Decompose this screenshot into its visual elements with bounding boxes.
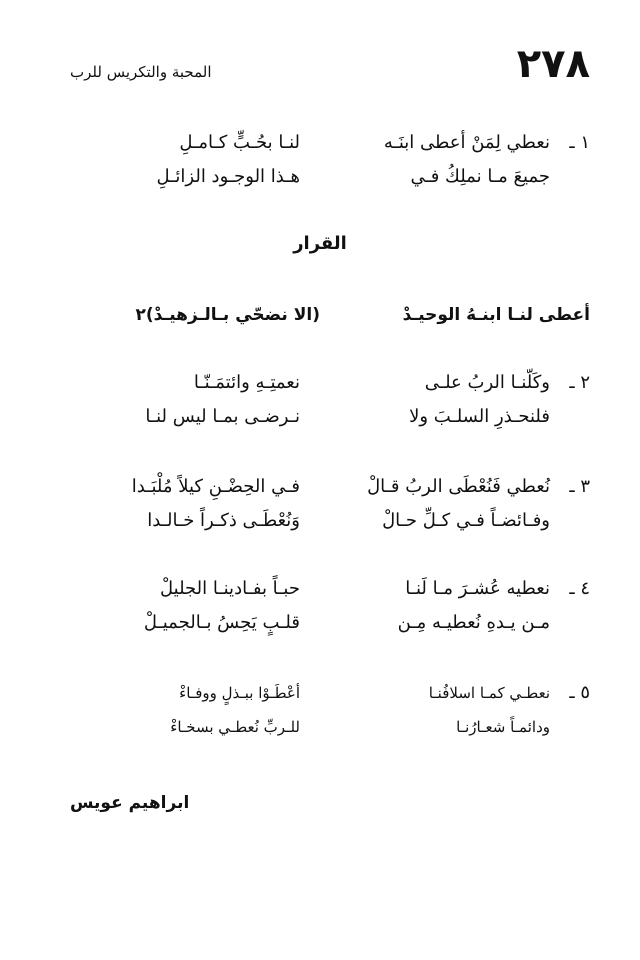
stanza-number: ٥ ـ [569, 682, 590, 703]
verse-line [60, 504, 590, 538]
verse-first-hemistich: جميعَ مـا نملِكُ فـي [410, 166, 550, 187]
verse-line [60, 160, 590, 194]
stanza-5 [60, 676, 590, 744]
verse-second-hemistich: فـي الحِضْـنِ كيلاً مُلْبَـدا [131, 476, 300, 497]
verse-line [60, 470, 590, 504]
verse-first-hemistich: وفـائضـاً فـي كـلِّ حـالْ [382, 510, 550, 531]
stanza-number: ٢ ـ [569, 372, 590, 393]
refrain-first-hemistich: أعطى لنـا ابنـهُ الوحيـدْ [402, 305, 590, 325]
refrain-heading: القرار [293, 233, 347, 254]
running-title: المحبة والتكريس للرب [70, 63, 212, 81]
stanza-number: ١ ـ [569, 132, 590, 153]
verse-first-hemistich: فلنحـذرِ السلـبَ ولا [409, 406, 550, 427]
stanza-number: ٣ ـ [569, 476, 590, 497]
verse-line [60, 126, 590, 160]
verse-line [60, 400, 590, 434]
verse-line [60, 676, 590, 710]
stanza-2 [60, 366, 590, 434]
verse-line [60, 710, 590, 744]
verse-second-hemistich: وَنُعْطَـى ذكـراً خـالـدا [147, 510, 300, 531]
page-number: ٢٧٨ [516, 41, 590, 87]
verse-second-hemistich: نعمتِـهِ وائتمَـنّـا [193, 372, 300, 393]
verse-first-hemistich: وكَلّنـا الربُ علـى [424, 372, 550, 393]
verse-second-hemistich: لنـا بحُـبٍّ كـامـلِ [179, 132, 300, 153]
stanza-3 [60, 470, 590, 538]
verse-second-hemistich: أعْطَـوْا ببـذلٍ ووفـاءْ [179, 684, 300, 702]
verse-second-hemistich: هـذا الوجـود الزائـلِ [156, 166, 300, 187]
verse-first-hemistich: نعطيه عُشـرَ مـا لَنـا [405, 578, 550, 599]
verse-second-hemistich: حبـاً بفـادينـا الجليلْ [160, 578, 300, 599]
stanza-1 [60, 126, 590, 194]
verse-line [60, 572, 590, 606]
stanza-number: ٤ ـ [569, 578, 590, 599]
stanza-4 [60, 572, 590, 640]
verse-second-hemistich: قلـبٍ يَحِسُ بـالجميـلْ [143, 612, 300, 633]
verse-line [60, 366, 590, 400]
verse-first-hemistich: مـن يـدهِ نُعطيـه مِـن [397, 612, 550, 633]
refrain-line [60, 298, 590, 332]
verse-first-hemistich: ودائمـاً شعـارُنـا [456, 718, 550, 736]
verse-second-hemistich: نـرضـى بمـا ليس لنـا [145, 406, 300, 427]
verse-line [60, 606, 590, 640]
verse-second-hemistich: للـربِّ نُعطـي بسخـاءْ [170, 718, 300, 736]
verse-first-hemistich: نعطي لِمَنْ أعطى ابنَـه [383, 132, 550, 153]
verse-first-hemistich: نعطـي كمـا اسلافُنـا [428, 684, 550, 702]
verse-first-hemistich: نُعطي فَنُعْطَى الربُ قـالْ [367, 476, 550, 497]
author-name: ابراهيم عويس [70, 793, 190, 813]
refrain-second-hemistich: (الا نضحّي بـالـزهيـدْ)٢ [135, 305, 320, 325]
